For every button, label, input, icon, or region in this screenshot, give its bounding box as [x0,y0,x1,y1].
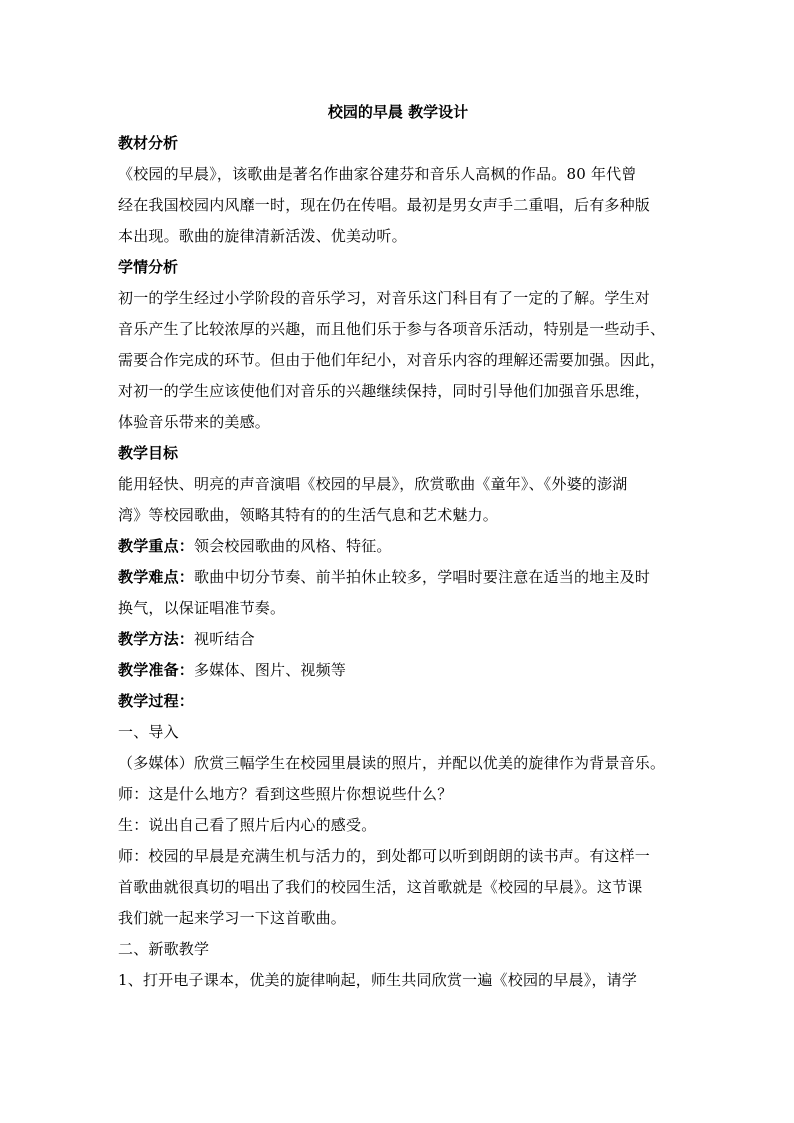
paragraph-line: 对初一的学生应该使他们对音乐的兴趣继续保持，同时引导他们加强音乐思维， [118,382,651,400]
paragraph-line: 初一的学生经过小学阶段的音乐学习，对音乐这门科目有了一定的了解。学生对 [118,289,651,307]
process-row [118,686,678,717]
difficulty-text: 歌曲中切分节奏、前半拍休止较多，学唱时要注意在适当的地主及时 [194,568,651,586]
preparation-label: 教学准备： [118,661,195,679]
section-body-goals [118,469,678,531]
section-heading-goals: 教学目标 [118,444,179,462]
paragraph-line: 体验音乐带来的美感。 [118,413,271,431]
paragraph-line: 二、新歌教学 [118,940,210,958]
preparation-text: 多媒体、图片、视频等 [194,661,347,679]
method-label: 教学方法： [118,630,195,648]
paragraph-line: 《校园的早晨》，该歌曲是著名作曲家谷建芬和音乐人高枫的作品。80 年代曾 [118,165,637,183]
difficulty-row [118,562,678,624]
paragraph-line: （多媒体）欣赏三幅学生在校园里晨读的照片，并配以优美的旋律作为背景音乐。 [118,754,666,772]
difficulty-first-line [118,562,678,593]
paragraph-line: 生：说出自己看了照片后内心的感受。 [118,816,377,834]
key-point-row [118,531,678,562]
key-point-label: 教学重点： [118,537,195,555]
document-page [118,97,678,996]
preparation-row [118,655,678,686]
difficulty-second-line: 换气，以保证唱准节奏。 [118,599,286,617]
paragraph-line: 师：这是什么地方？看到这些照片你想说些什么？ [118,785,453,803]
paragraph-line: 我们就一起来学习一下这首歌曲。 [118,909,347,927]
key-point-text: 领会校园歌曲的风格、特征。 [194,537,392,555]
document-title: 校园的早晨 教学设计 [327,103,469,121]
section-body-students [118,283,678,438]
section-heading-textbook: 教材分析 [118,134,179,152]
section-body-textbook [118,159,678,252]
paragraph-line: 本出现。歌曲的旋律清新活泼、优美动听。 [118,227,407,245]
paragraph-line: 一、导入 [118,723,179,741]
section-heading-students: 学情分析 [118,258,179,276]
paragraph-line: 首歌曲就很真切的唱出了我们的校园生活，这首歌就是《校园的早晨》。这节课 [118,878,643,896]
paragraph-line: 湾》等校园歌曲，领略其特有的的生活气息和艺术魅力。 [118,506,499,524]
paragraph-line: 音乐产生了比较浓厚的兴趣，而且他们乐于参与各项音乐活动，特别是一些动手、 [118,320,666,338]
paragraph-line: 师：校园的早晨是充满生机与活力的，到处都可以听到朗朗的读书声。有这样一 [118,847,651,865]
paragraph-line: 需要合作完成的环节。但由于他们年纪小，对音乐内容的理解还需要加强。因此， [118,351,666,369]
process-body [118,717,678,996]
difficulty-label: 教学难点： [118,568,195,586]
paragraph-line: 经在我国校园内风靡一时，现在仍在传唱。最初是男女声手二重唱，后有多种版 [118,196,651,214]
paragraph-line: 能用轻快、明亮的声音演唱《校园的早晨》，欣赏歌曲《童年》、《外婆的澎湖 [118,475,628,493]
process-label: 教学过程： [118,692,195,710]
method-row [118,624,678,655]
method-text: 视听结合 [194,630,255,648]
paragraph-line: 1、打开电子课本，优美的旋律响起，师生共同欣赏一遍《校园的早晨》，请学 [118,971,638,989]
